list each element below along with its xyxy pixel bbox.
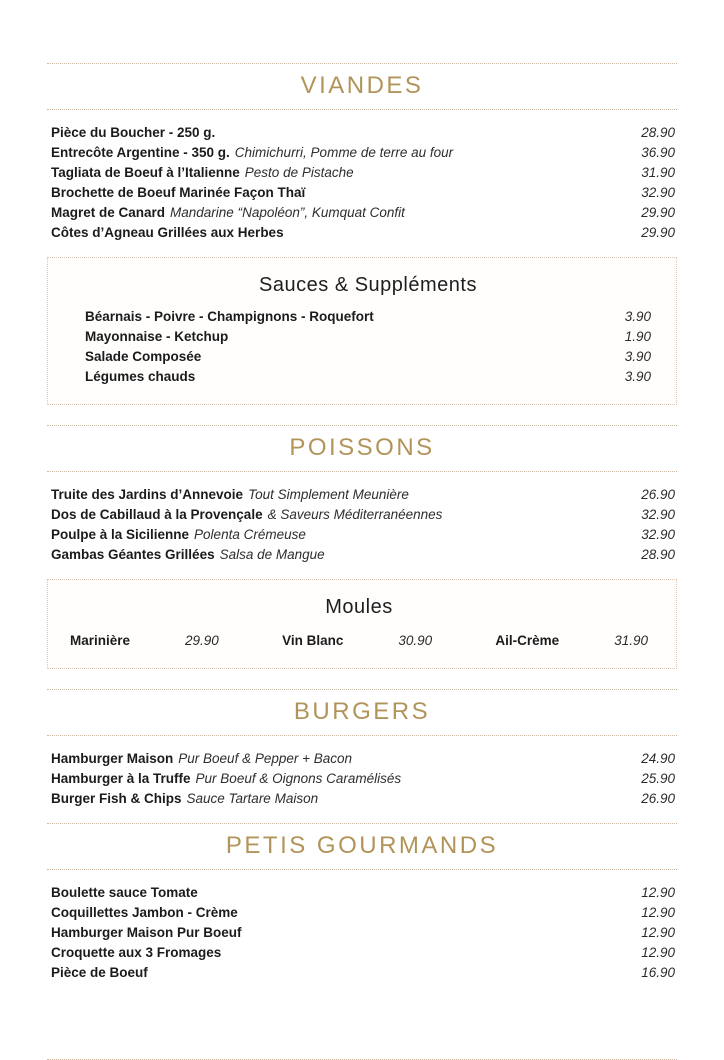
moules-box: [47, 579, 677, 669]
moules-option: [282, 633, 432, 648]
moules-option: [70, 633, 219, 648]
item-price: 31.90: [641, 165, 675, 180]
item-desc: & Saveurs Méditerranéennes: [267, 507, 443, 522]
sauces-supplements-box: [47, 257, 677, 405]
item-name: Vin Blanc: [282, 633, 344, 648]
item-price: 30.90: [398, 633, 433, 648]
item-desc: Polenta Crémeuse: [194, 527, 306, 542]
item-price: 31.90: [614, 633, 648, 648]
item-price: 12.90: [641, 885, 675, 900]
item-name: Pièce de Boeuf: [51, 965, 148, 980]
poissons-items: [47, 472, 677, 579]
menu-item: [51, 223, 675, 243]
menu-item: [51, 203, 675, 223]
item-name: Légumes chauds: [85, 369, 196, 384]
item-name: Hamburger Maison: [51, 751, 174, 766]
item-name: Dos de Cabillaud à la Provençale: [51, 507, 263, 522]
item-price: 1.90: [624, 329, 651, 344]
menu-item: [51, 525, 675, 545]
item-name: Entrecôte Argentine - 350 g.: [51, 145, 230, 160]
item-price: 12.90: [641, 905, 675, 920]
box-title-sauces: Sauces & Suppléments: [259, 274, 477, 296]
item-name: Ail-Crème: [495, 633, 560, 648]
item-price: 16.90: [641, 965, 675, 980]
item-price: 25.90: [641, 771, 675, 786]
menu-item: [51, 903, 675, 923]
item-price: 3.90: [624, 309, 651, 324]
item-name: Côtes d’Agneau Grillées aux Herbes: [51, 225, 284, 240]
item-price: 29.90: [185, 633, 219, 648]
item-price: 28.90: [641, 125, 675, 140]
menu-item: [51, 923, 675, 943]
menu-item: [51, 183, 675, 203]
menu-item: [51, 143, 675, 163]
item-name: Hamburger à la Truffe: [51, 771, 191, 786]
item-name: Mayonnaise - Ketchup: [85, 329, 229, 344]
item-price: 32.90: [641, 527, 675, 542]
item-desc: Pur Boeuf & Pepper + Bacon: [178, 751, 353, 766]
petis-gourmands-items: [47, 870, 677, 997]
section-title-poissons: POISSONS: [289, 434, 435, 461]
moules-options-row: [70, 633, 648, 648]
menu-item: [51, 123, 675, 143]
item-name: Hamburger Maison Pur Boeuf: [51, 925, 242, 940]
item-name: Béarnais - Poivre - Champignons - Roquefort: [85, 309, 374, 324]
item-price: 3.90: [624, 369, 651, 384]
menu-item: [51, 505, 675, 525]
menu-item: [51, 963, 675, 983]
menu-item: [51, 789, 675, 809]
item-name: Marinière: [70, 633, 131, 648]
item-name: Gambas Géantes Grillées: [51, 547, 215, 562]
item-name: Salade Composée: [85, 349, 202, 364]
item-desc: Sauce Tartare Maison: [186, 791, 319, 806]
item-price: 36.90: [641, 145, 675, 160]
item-price: 28.90: [641, 547, 675, 562]
menu-item: [85, 347, 651, 367]
item-name: Magret de Canard: [51, 205, 166, 220]
menu-item: [51, 163, 675, 183]
menu-item: [51, 545, 675, 565]
menu-item: [51, 769, 675, 789]
item-name: Burger Fish & Chips: [51, 791, 182, 806]
item-price: 26.90: [641, 487, 675, 502]
menu-item: [85, 367, 651, 387]
menu-item: [51, 749, 675, 769]
item-desc: Pesto de Pistache: [244, 165, 354, 180]
burgers-items: [47, 736, 677, 823]
item-price: 29.90: [641, 225, 675, 240]
menu-item: [85, 307, 651, 327]
item-desc: Pur Boeuf & Oignons Caramélisés: [195, 771, 402, 786]
viandes-items: [47, 110, 677, 257]
item-desc: Chimichurri, Pomme de terre au four: [234, 145, 454, 160]
moules-option: [495, 633, 648, 648]
menu-item: [85, 327, 651, 347]
item-price: 29.90: [641, 205, 675, 220]
section-title-petis-gourmands: PETIS GOURMANDS: [225, 832, 499, 859]
item-price: 12.90: [641, 945, 675, 960]
item-desc: Salsa de Mangue: [219, 547, 325, 562]
item-name: Truite des Jardins d’Annevoie: [51, 487, 244, 502]
item-desc: Tout Simplement Meunière: [248, 487, 409, 502]
item-name: Coquillettes Jambon - Crème: [51, 905, 238, 920]
item-price: 12.90: [641, 925, 675, 940]
item-desc: Mandarine “Napoléon”, Kumquat Confit: [170, 205, 405, 220]
item-price: 24.90: [641, 751, 675, 766]
item-name: Brochette de Boeuf Marinée Façon Thaï: [51, 185, 306, 200]
box-title-moules: Moules: [325, 596, 393, 618]
item-name: Tagliata de Boeuf à l’Italienne: [51, 165, 240, 180]
item-name: Croquette aux 3 Fromages: [51, 945, 222, 960]
section-title-viandes: VIANDES: [300, 72, 424, 99]
menu-item: [51, 485, 675, 505]
item-price: 26.90: [641, 791, 675, 806]
item-name: Poulpe à la Sicilienne: [51, 527, 190, 542]
section-title-burgers: BURGERS: [293, 698, 431, 725]
menu-item: [51, 883, 675, 903]
item-name: Pièce du Boucher - 250 g.: [51, 125, 216, 140]
menu-item: [51, 943, 675, 963]
item-price: 32.90: [641, 507, 675, 522]
item-price: 32.90: [641, 185, 675, 200]
item-name: Boulette sauce Tomate: [51, 885, 198, 900]
item-price: 3.90: [624, 349, 651, 364]
